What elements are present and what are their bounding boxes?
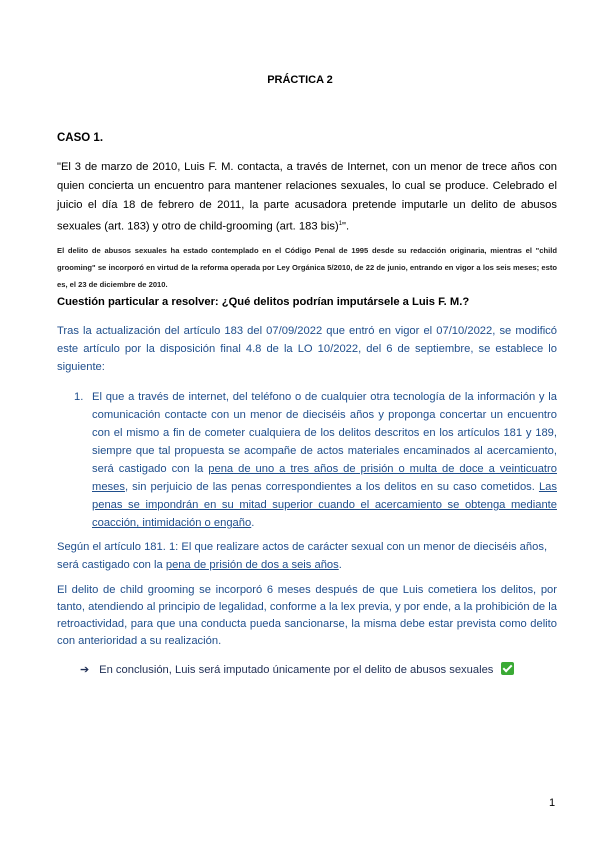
list-item-number: 1. xyxy=(74,391,84,403)
list-text-a: El que a través de internet, del teléfono o de cualquier otra tecnología de la información y la comunicación contacte con un menor de dieciséis años y proponga concertar un encuentro con el mismo a fin de cometer cualquiera de los delitos descritos en los artículos 181 y 189, siempre que tal propuesta se acompañe de actos materiales encaminados al acercamiento, será castigado con la xyxy=(92,391,557,475)
conclusion-line xyxy=(80,662,560,676)
case-statement-text: "El 3 de marzo de 2010, Luis F. M. contacta, a través de Internet, con un menor de trece años con quien concierta un encuentro para mantener relaciones sexuales, lo cual se produce. Celebrado el juicio el día 18 de febrero de 2011, la parte acusadora pretende imputarle un delito de abusos sexuales (art. 183) y otro de child-grooming (art. 183 bis) xyxy=(57,161,557,233)
arrow-icon: ➔ xyxy=(80,664,90,676)
footnote-note: El delito de abusos sexuales ha estado contemplado en el Código Penal de 1995 desde su redacción originaria, mientras el "child grooming" se incorporó en virtud de la reforma operada por Ley Orgánica 5/2010, de 22 de junio, entrando en vigor a los seis meses; esto es, el 23 de diciembre de 2010. xyxy=(57,246,557,289)
case-heading: CASO 1. xyxy=(57,132,104,144)
article-181-paragraph xyxy=(57,538,557,574)
list-text-b: , sin perjuicio de las penas correspondientes a los delitos en su caso cometidos. xyxy=(124,481,539,493)
check-mark-icon xyxy=(501,662,514,675)
answer-intro: Tras la actualización del artículo 183 del 07/09/2022 que entró en vigor el 07/10/2022, se modificó este artículo por la disposición final 4.8 de la LO 10/2022, del 6 de septiembre, se establece lo siguiente: xyxy=(57,325,557,373)
article-181-text: Según el artículo 181. 1: El que realizare actos de carácter sexual con un menor de dieciséis años, será castigado con la xyxy=(57,541,548,571)
case-statement-end: ". xyxy=(342,220,350,233)
article-181-end: . xyxy=(338,559,342,571)
conclusion-text: En conclusión, Luis será imputado únicamente por el delito de abusos sexuales xyxy=(99,664,494,676)
question-heading: Cuestión particular a resolver: ¿Qué delitos podrían imputársele a Luis F. M.? xyxy=(57,296,470,308)
list-item xyxy=(74,388,557,532)
case-statement xyxy=(57,158,557,237)
grooming-paragraph: El delito de child grooming se incorporó 6 meses después de que Luis cometiera los delitos, por tanto, atendiendo al principio de legalidad, conforme a la lex previa, y por ende, a la prohibición de la retroactividad, para que una conducta pueda sancionarse, la misma debe estar prevista como delito con anterioridad a su realización. xyxy=(57,584,557,647)
penalty-underline-b: Las penas se impondrán en su mitad superior cuando el acercamiento se obtenga mediante coacción, intimidación o engaño xyxy=(92,481,557,529)
article-181-penalty: pena de prisión de dos a seis años xyxy=(165,559,339,571)
page-number: 1 xyxy=(549,797,556,809)
page-title: PRÁCTICA 2 xyxy=(267,74,333,86)
penalty-underline-a: pena de uno a tres años de prisión o multa de doce a veinticuatro meses xyxy=(92,463,557,493)
list-text-c: . xyxy=(251,517,255,529)
footnote-marker[interactable]: 1 xyxy=(338,221,343,227)
list-item-text xyxy=(92,388,557,532)
